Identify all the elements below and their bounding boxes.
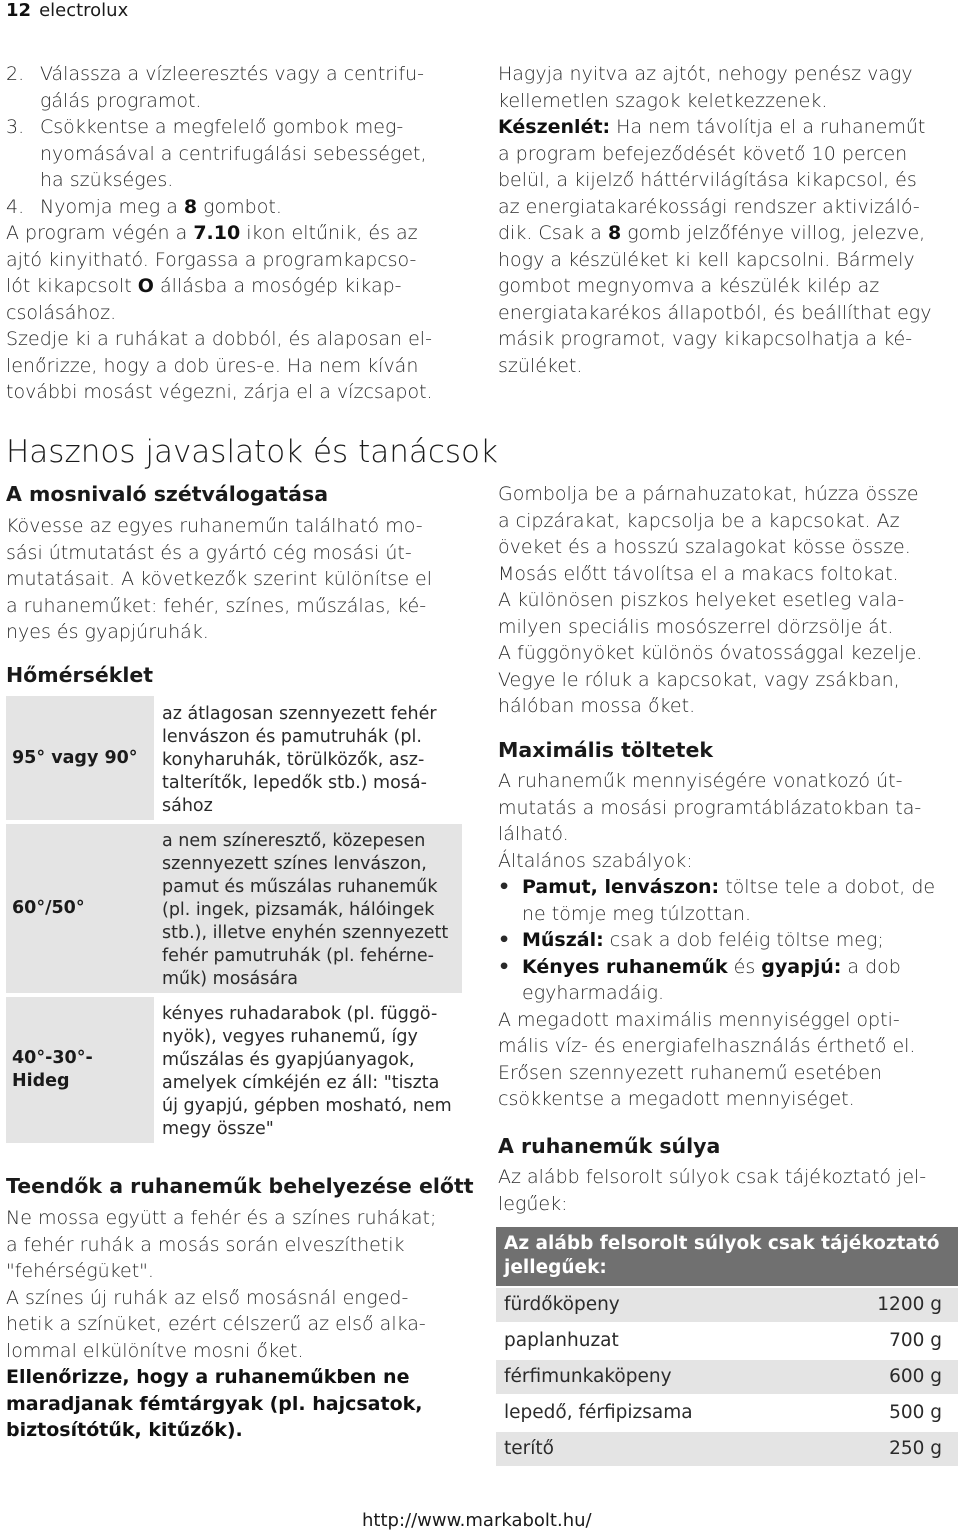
bullet-icon: • [498, 929, 511, 951]
max-loads-heading: Maximális töltetek [498, 738, 714, 762]
sorting-heading: A mosnivaló szétválogatása [6, 482, 329, 506]
temperature-row: 95° vagy 90° az átlagosan szennyezett fehér lenvászon és pamutruhák (pl. konyharuhák, törülközők, asz-talterítők, lepedők stb.) mosá-sához [6, 696, 462, 820]
before-loading-heading: Teendők a ruhaneműk behelyezése előtt [6, 1174, 474, 1198]
list-item: • Műszál: csak a dob feléig töltse meg; [498, 927, 958, 954]
list-item: • Pamut, lenvászon: töltse tele a dobot, de ne tömje meg túlzottan. [498, 874, 958, 927]
temperature-table [6, 692, 462, 1147]
sorting-text: Kövesse az egyes ruhaneműn található mo- sási útmutatást és a gyártó cég mosási út- mutatásait. A következők szerint különítse el a ruhaneműket: fehér, színes, műszálas, ké- nyes és gyapjúruhák. [6, 515, 433, 643]
section-title: Hasznos javaslatok és tanácsok [6, 434, 498, 470]
step-2: 2. Válassza a vízleeresztés vagy a centrifu- gálás programot. [6, 63, 424, 112]
page-number: 12 [6, 0, 32, 21]
step-3: 3. Csökkentse a megfelelő gombok meg- nyomásával a centrifugálási sebességet, ha szükséges. [6, 116, 427, 191]
table-row: férfimunkaköpeny 600 g [496, 1360, 958, 1394]
max-loads-text: A ruhaneműk mennyiségére vonatkozó út- mutatás a mosási programtáblázatokban ta- lálható. Általános szabályok: • Pamut, lenvászon: töltse tele a dobot, de ne tömje meg túlzottan. • Műszál: csak a dob feléig töltse meg; • Kényes ruhaneműk és gyapjú: a dob egyharmadáig. A megadott maximális mennyiséggel opti- mális víz- és energiafelhasználás érthető el. Erősen szennyezett ruhanemű esetében csökkentse a megadott mennyiséget. [498, 768, 958, 1113]
temperature-row: 60°/50° a nem színeresztő, közepesen szennyezett színes lenvászon, pamut és műszálas ruhaneműk (pl. ingek, pizsamák, hálóingek stb.), illetve enyhén szennyezett fehér pamutruhák (pl. fehérne-műk) mosására [6, 824, 462, 993]
weights-table [496, 1227, 958, 1466]
footer-url: http://www.markabolt.hu/ [362, 1510, 592, 1531]
table-row: terítő 250 g [496, 1432, 958, 1466]
preparation-tips: Gombolja be a párnahuzatokat, húzza össze a cipzárakat, kapcsolja be a kapcsokat. Az öveket és a hosszú szalagokat kösse össze. Mosás előtt távolítsa el a makacs foltokat. A különösen piszkos helyeket esetleg vala- milyen speciális mosószerrel dörzsölje át. A függönyöket különös óvatossággal kezelje. Vegye le róluk a kapcsokat, vagy zsákban, hálóban mossa őket. [498, 483, 923, 717]
metal-items-warning: Ellenőrizze, hogy a ruhaneműkben ne [6, 1366, 410, 1388]
load-rules-list [498, 874, 958, 1007]
table-header: Az alább felsorolt súlyok csak tájékoztató jellegűek: [496, 1227, 958, 1286]
before-loading-text: Ne mossa együtt a fehér és a színes ruhákat; a fehér ruhák a mosás során elveszíthetik "fehérségüket". A színes új ruhák az első mosásnál enged- hetik a színüket, ezért célszerű az első alka- lommal elkülönítve mosni őket. Ellenőrizze, hogy a ruhaneműkben ne maradjanak fémtárgyak (pl. hajcsatok, biztosítótűk, kitűzők). [6, 1205, 476, 1444]
program-steps [6, 61, 476, 406]
end-of-program-paragraph: A program végén a 7.10 ikon eltűnik, és az ajtó kinyitható. Forgassa a programkapcso- lót kikapcsolt O állásba a mosógép kikap- csolásához. Szedje ki a ruhákat a dobból, és alaposan el- lenőrizze, hogy a dob üres-e. Ha nem kíván további mosást végezni, zárja el a vízcsapot. [6, 222, 433, 403]
standby-paragraph: Hagyja nyitva az ajtót, nehogy penész vagy kellemetlen szagok keletkezzenek. Készenlét: Ha nem távolítja el a ruhaneműt a program befejeződését követő 10 percen belül, a kijelző háttérvilágítása kikapcsol, és az energiatakarékossági rendszer aktivizáló- dik. Csak a 8 gomb jelzőfénye villog, jelezve, hogy a készüléket ki kell kapcsolni. Bármely gombot megnyomva a készülék kilép az energiatakarékos állapotból, és beállíthat egy másik programot, vagy kikapcsolhatja a ké- szüléket. [498, 63, 932, 377]
brand-name: electrolux [39, 0, 129, 21]
list-item: • Kényes ruhaneműk és gyapjú: a dob egyharmadáig. [498, 954, 958, 1007]
temperature-heading: Hőmérséklet [6, 663, 154, 687]
temperature-row: 40°-30°- Hideg kényes ruhadarabok (pl. függö-nyök), vegyes ruhanemű, így műszálas és gyapjúanyagok, amelyek címkéjén ez áll: "tiszta új gyapjú, gépben mosható, nem megy össze" [6, 997, 462, 1143]
weights-heading: A ruhaneműk súlya [498, 1134, 721, 1158]
page-header [6, 0, 128, 22]
bullet-icon: • [498, 876, 511, 898]
table-row: fürdőköpeny 1200 g [496, 1288, 958, 1322]
table-row: lepedő, férfipizsama 500 g [504, 1402, 942, 1423]
bullet-icon: • [498, 955, 511, 978]
weights-text: Az alább felsorolt súlyok csak tájékoztató jel- legűek: [498, 1166, 927, 1215]
table-row: paplanhuzat 700 g [504, 1330, 942, 1351]
step-4: 4. Nyomja meg a 8 gombot. [6, 195, 282, 218]
